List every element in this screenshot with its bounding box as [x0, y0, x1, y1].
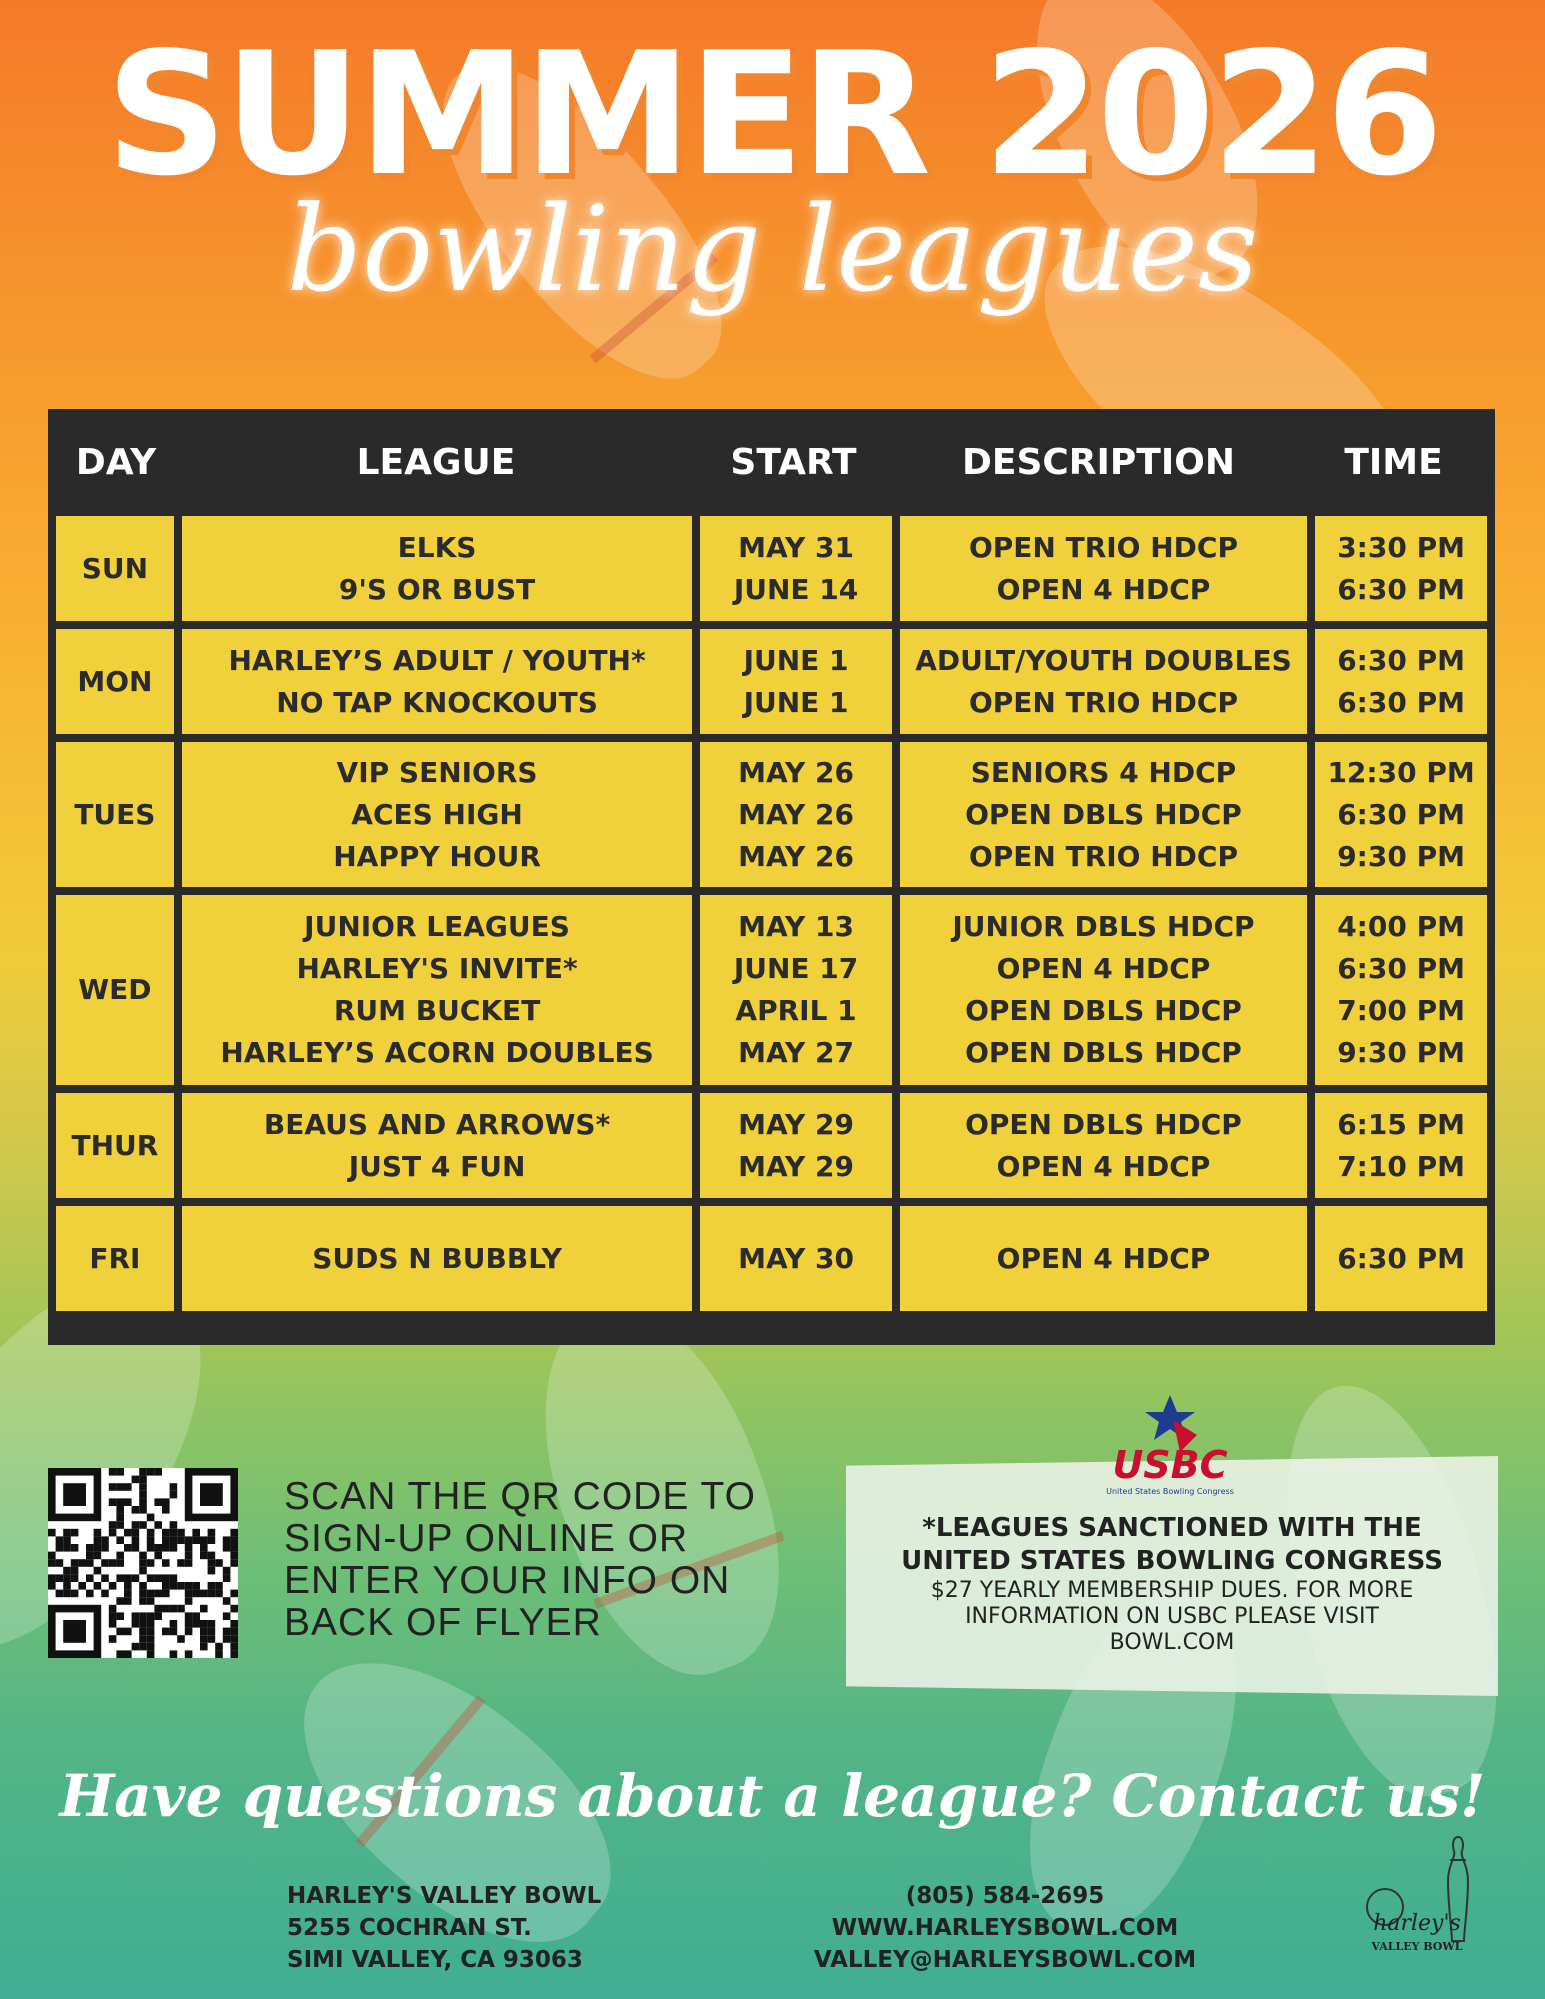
usbc-note-line: $27 YEARLY MEMBERSHIP DUES. FOR MORE — [930, 1578, 1414, 1603]
qr-text-line: BACK OF FLYER — [284, 1601, 602, 1644]
usbc-logo-icon — [1085, 1390, 1255, 1505]
cell-description — [900, 1093, 1307, 1198]
table-row — [56, 742, 1487, 887]
cell-league-line: HARLEY’S ADULT / YOUTH* — [228, 643, 646, 677]
table-row — [56, 895, 1487, 1085]
cell-start-line: APRIL 1 — [735, 994, 857, 1027]
cell-description-line: OPEN DBLS HDCP — [965, 1107, 1242, 1141]
cell-description-line: OPEN TRIO HDCP — [968, 685, 1238, 719]
cell-start-line: MAY 26 — [738, 797, 854, 831]
cell-league — [182, 1093, 693, 1198]
cell-league-line: 9'S OR BUST — [338, 572, 536, 606]
cell-start-line: JUNE 1 — [743, 685, 849, 719]
cell-time-line: 3:30 PM — [1337, 530, 1465, 564]
cell-league-line: ELKS — [397, 530, 477, 564]
cell-description-line: SENIORS 4 HDCP — [970, 755, 1237, 789]
cell-league-line: JUNIOR LEAGUES — [304, 910, 570, 943]
cell-description — [900, 742, 1307, 887]
cell-time-line: 7:10 PM — [1337, 1149, 1465, 1183]
cell-description — [900, 1206, 1307, 1311]
cell-description-line: OPEN 4 HDCP — [996, 1241, 1211, 1275]
cell-time-line: 7:00 PM — [1337, 994, 1465, 1027]
header-league: LEAGUE — [356, 442, 516, 483]
cell-league-line: SUDS N BUBBLY — [312, 1241, 562, 1275]
cell-start-line: MAY 26 — [738, 839, 854, 873]
header-day: DAY — [75, 442, 157, 483]
cell-description — [900, 629, 1307, 734]
cell-day: THUR — [56, 1093, 174, 1198]
website-link[interactable]: WWW.HARLEYSBOWL.COM — [831, 1915, 1179, 1941]
cell-description-line: OPEN DBLS HDCP — [965, 994, 1242, 1027]
address-line: 5255 COCHRAN ST. — [287, 1915, 532, 1941]
cell-day: TUES — [56, 742, 174, 887]
table-row — [56, 516, 1487, 621]
title-summer: SUMMER 2026 — [105, 16, 1440, 214]
cell-start — [700, 1206, 891, 1311]
cell-time-line: 6:30 PM — [1337, 685, 1465, 719]
cell-time — [1315, 1093, 1487, 1198]
cell-description — [900, 895, 1307, 1085]
usbc-logo-text: USBC — [1112, 1443, 1228, 1487]
logo-sub: VALLEY BOWL — [1371, 1940, 1463, 1953]
cell-league-line: HARLEY'S INVITE* — [296, 952, 578, 985]
cell-start-line: MAY 29 — [738, 1107, 854, 1141]
cell-description — [900, 516, 1307, 621]
usbc-note-line[interactable]: BOWL.COM — [1109, 1630, 1235, 1655]
cell-time — [1315, 629, 1487, 734]
address-line: HARLEY'S VALLEY BOWL — [287, 1883, 602, 1909]
cell-time-line: 6:30 PM — [1337, 572, 1465, 606]
cell-league — [182, 516, 693, 621]
title-bowling-leagues: bowling leagues — [286, 180, 1259, 318]
cell-league — [182, 1206, 693, 1311]
cell-time — [1315, 742, 1487, 887]
cell-time-line: 4:00 PM — [1337, 910, 1465, 943]
cell-description-line: OPEN 4 HDCP — [996, 572, 1211, 606]
cell-time-line: 6:30 PM — [1337, 797, 1465, 831]
table-body — [56, 516, 1487, 1311]
cell-league-line: HARLEY’S ACORN DOUBLES — [220, 1036, 654, 1069]
cell-description-line: ADULT/YOUTH DOUBLES — [915, 643, 1292, 677]
qr-text-line: ENTER YOUR INFO ON — [284, 1559, 731, 1602]
usbc-note-line: INFORMATION ON USBC PLEASE VISIT — [965, 1604, 1379, 1629]
cell-time-line: 9:30 PM — [1337, 1036, 1465, 1069]
cell-start — [700, 742, 891, 887]
cell-league-line: NO TAP KNOCKOUTS — [276, 685, 598, 719]
usbc-title — [846, 1512, 1498, 1578]
cell-start — [700, 629, 891, 734]
cell-league-line: HAPPY HOUR — [333, 839, 541, 873]
usbc-note — [846, 1578, 1498, 1656]
cell-league-line: JUST 4 FUN — [348, 1149, 526, 1183]
cell-time-line: 6:15 PM — [1337, 1107, 1465, 1141]
cell-description-line: OPEN TRIO HDCP — [968, 530, 1238, 564]
phone-number[interactable]: (805) 584-2695 — [905, 1883, 1105, 1909]
cell-start-line: JUNE 17 — [733, 952, 859, 985]
cell-description-line: OPEN DBLS HDCP — [965, 797, 1242, 831]
cell-day: WED — [56, 895, 174, 1085]
cell-start — [700, 895, 891, 1085]
cell-start-line: MAY 26 — [738, 755, 854, 789]
cell-league-line: VIP SENIORS — [336, 755, 538, 789]
cell-league — [182, 629, 693, 734]
qr-text-line: SCAN THE QR CODE TO — [284, 1475, 756, 1518]
cell-time — [1315, 895, 1487, 1085]
cell-start-line: MAY 31 — [738, 530, 854, 564]
cell-day: MON — [56, 629, 174, 734]
cell-start-line: MAY 29 — [738, 1149, 854, 1183]
table-header — [56, 417, 1487, 508]
cell-description-line: OPEN 4 HDCP — [996, 1149, 1211, 1183]
league-schedule-table — [48, 409, 1495, 1345]
cell-time — [1315, 516, 1487, 621]
contact-heading: Have questions about a league? Contact us! — [59, 1762, 1486, 1830]
cell-league — [182, 895, 693, 1085]
qr-instructions — [284, 1476, 756, 1644]
email-link[interactable]: VALLEY@HARLEYSBOWL.COM — [813, 1947, 1197, 1973]
cell-day: SUN — [56, 516, 174, 621]
cell-description-line: JUNIOR DBLS HDCP — [952, 910, 1255, 943]
cell-league-line: RUM BUCKET — [333, 994, 541, 1027]
header-start: START — [730, 442, 857, 483]
cell-time-line: 6:30 PM — [1337, 952, 1465, 985]
cell-league — [182, 742, 693, 887]
cell-description-line: OPEN 4 HDCP — [996, 952, 1211, 985]
cell-start — [700, 516, 891, 621]
cell-start-line: MAY 27 — [738, 1036, 854, 1069]
cell-league-line: ACES HIGH — [351, 797, 523, 831]
table-row — [56, 629, 1487, 734]
address-line: SIMI VALLEY, CA 93063 — [287, 1947, 583, 1973]
usbc-title-line: UNITED STATES BOWLING CONGRESS — [901, 1546, 1443, 1576]
logo-name: harley's — [1373, 1911, 1461, 1936]
usbc-title-line: *LEAGUES SANCTIONED WITH THE — [922, 1513, 1422, 1543]
cell-description-line: OPEN DBLS HDCP — [965, 1036, 1242, 1069]
header-description: DESCRIPTION — [961, 442, 1235, 483]
cell-start-line: JUNE 1 — [743, 643, 849, 677]
cell-league-line: BEAUS AND ARROWS* — [263, 1107, 611, 1141]
harleys-valley-bowl-logo — [1355, 1832, 1485, 1962]
table-row — [56, 1206, 1487, 1311]
qr-code-icon[interactable] — [48, 1468, 238, 1658]
cell-time-line: 9:30 PM — [1337, 839, 1465, 873]
address-block — [287, 1880, 601, 1976]
cell-description-line: OPEN TRIO HDCP — [968, 839, 1238, 873]
qr-text-line: SIGN-UP ONLINE OR — [284, 1517, 689, 1560]
cell-time — [1315, 1206, 1487, 1311]
cell-time-line: 6:30 PM — [1337, 643, 1465, 677]
cell-start-line: MAY 13 — [738, 910, 854, 943]
header-time: TIME — [1344, 442, 1443, 483]
cell-start-line: JUNE 14 — [733, 572, 859, 606]
contact-block — [780, 1880, 1230, 1976]
cell-start — [700, 1093, 891, 1198]
usbc-logo-subtext: United States Bowling Congress — [1106, 1487, 1234, 1496]
cell-time-line: 6:30 PM — [1337, 1241, 1465, 1275]
table-row — [56, 1093, 1487, 1198]
cell-day: FRI — [56, 1206, 174, 1311]
cell-start-line: MAY 30 — [738, 1241, 854, 1275]
cell-time-line: 12:30 PM — [1327, 755, 1475, 789]
